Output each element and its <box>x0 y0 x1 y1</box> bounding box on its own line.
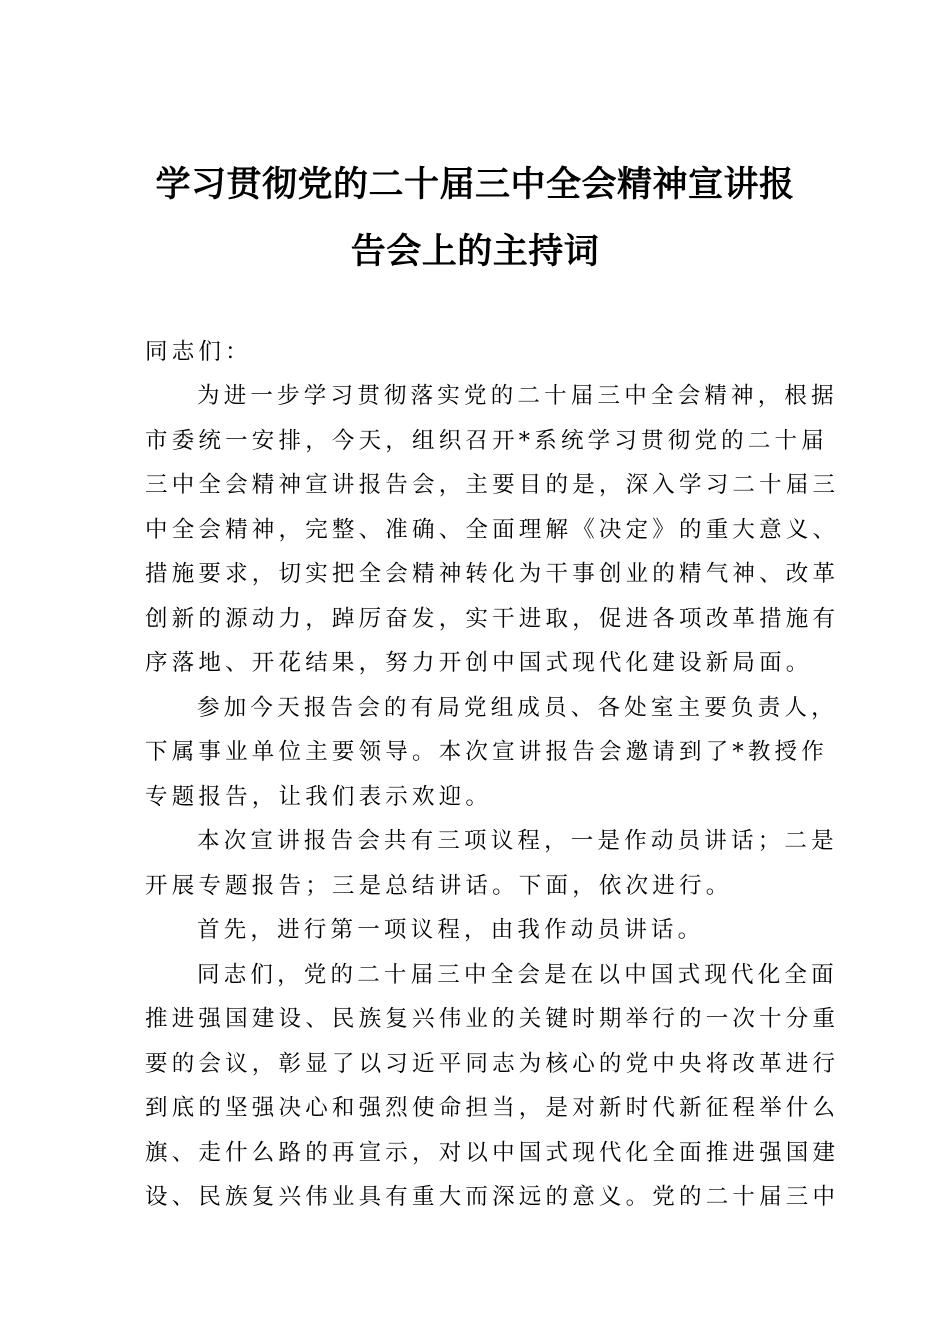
paragraph-line: 三中全会精神宣讲报告会，主要目的是，深入学习二十届三 <box>145 472 840 498</box>
paragraph-line: 首先，进行第一项议程，由我作动员讲话。 <box>197 917 705 943</box>
paragraph-line: 本次宣讲报告会共有三项议程，一是作动员讲话；二是 <box>197 828 838 854</box>
paragraph-line: 措施要求，切实把全会精神转化为干事创业的精气神、改革 <box>145 561 840 587</box>
paragraph-line: 旗、走什么路的再宣示，对以中国式现代化全面推进强国建 <box>145 1140 840 1166</box>
paragraph-line: 下属事业单位主要领导。本次宣讲报告会邀请到了*教授作 <box>145 739 828 765</box>
greeting: 同志们： <box>145 339 252 365</box>
paragraph-line: 市委统一安排，今天，组织召开*系统学习贯彻党的二十届 <box>145 428 828 454</box>
paragraph-line: 专题报告，让我们表示欢迎。 <box>145 784 493 810</box>
paragraph-line: 为进一步学习贯彻落实党的二十届三中全会精神，根据 <box>197 383 838 409</box>
paragraph-line: 到底的坚强决心和强烈使命担当，是对新时代新征程举什么 <box>145 1095 840 1121</box>
paragraph-line: 开展专题报告；三是总结讲话。下面，依次进行。 <box>145 873 733 899</box>
paragraph-line: 序落地、开花结果，努力开创中国式现代化建设新局面。 <box>145 650 813 676</box>
paragraph-line: 推进强国建设、民族复兴伟业的关键时期举行的一次十分重 <box>145 1006 840 1032</box>
document-title-line-2: 告会上的主持词 <box>350 231 600 272</box>
paragraph-line: 参加今天报告会的有局党组成员、各处室主要负责人， <box>197 695 838 721</box>
paragraph-line: 中全会精神，完整、准确、全面理解《决定》的重大意义、 <box>145 517 840 543</box>
paragraph-line: 同志们，党的二十届三中全会是在以中国式现代化全面 <box>197 962 838 988</box>
paragraph-line: 创新的源动力，踔厉奋发，实干进取，促进各项改革措施有 <box>145 606 840 632</box>
paragraph-line: 要的会议，彰显了以习近平同志为核心的党中央将改革进行 <box>145 1051 840 1077</box>
paragraph-line: 设、民族复兴伟业具有重大而深远的意义。党的二十届三中 <box>145 1184 840 1210</box>
document-title-line-1: 学习贯彻党的二十届三中全会精神宣讲报 <box>155 164 795 205</box>
